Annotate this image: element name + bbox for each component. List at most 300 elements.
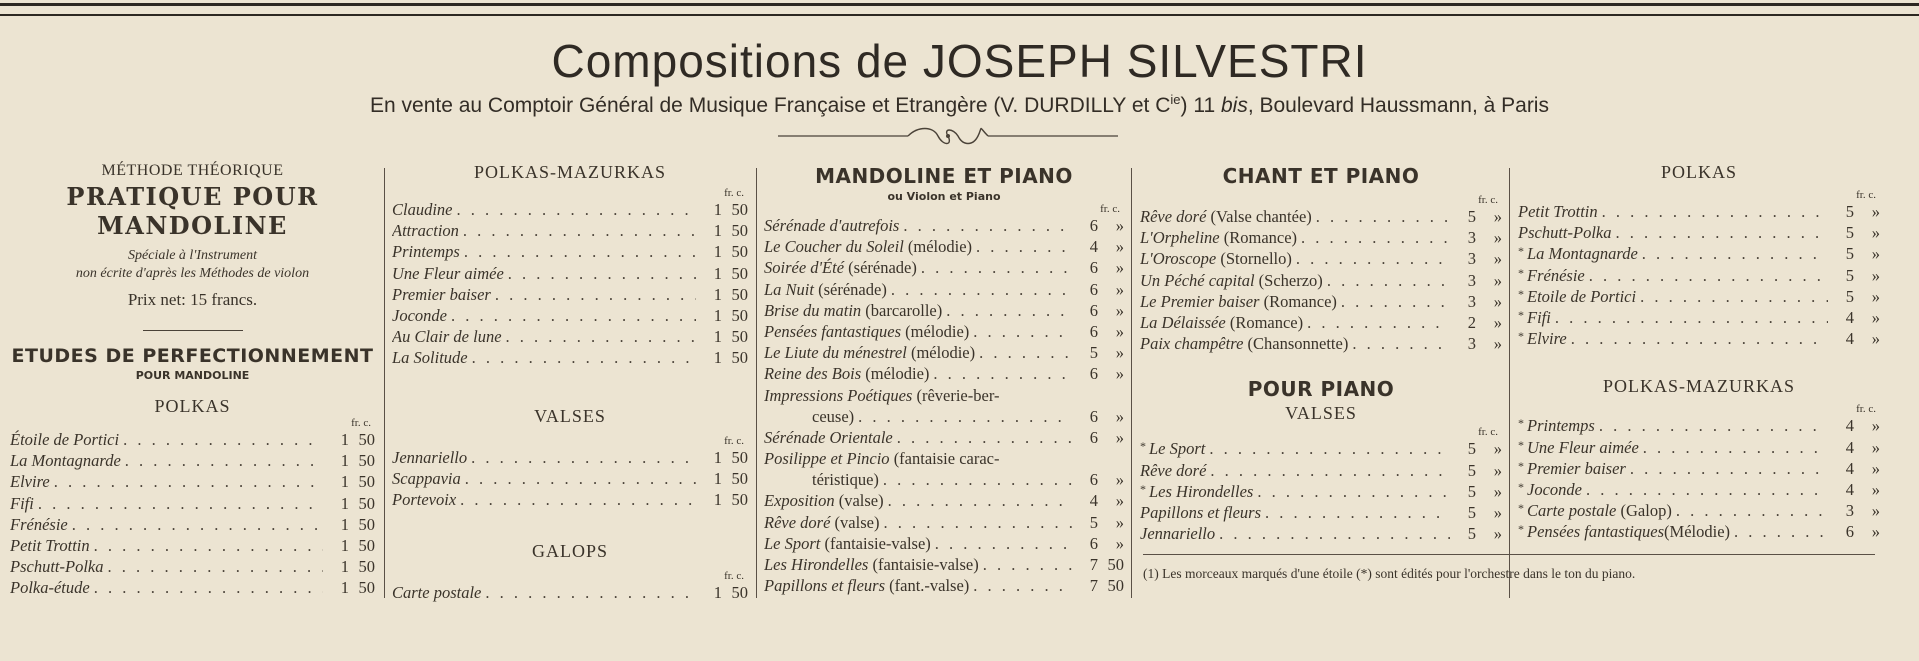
item-genre: (Romance) xyxy=(1259,291,1337,311)
price-francs: 3 xyxy=(1845,501,1854,521)
list-item xyxy=(1140,524,1502,545)
section-subheading: VALSES xyxy=(1285,403,1357,424)
price-centimes: » xyxy=(1115,279,1124,299)
polkas-list xyxy=(10,430,375,600)
price-francs: 1 xyxy=(340,535,349,555)
leader-dots xyxy=(460,490,696,510)
price-francs: 1 xyxy=(713,221,722,241)
price-centimes: » xyxy=(1871,265,1880,285)
price-francs: 6 xyxy=(1089,216,1098,235)
list-item xyxy=(1140,334,1502,355)
price-centimes: 50 xyxy=(731,221,748,241)
item-title: Étoile de Portici xyxy=(10,430,120,449)
leader-dots xyxy=(1296,249,1450,269)
etudes-subtitle: POUR MANDOLINE xyxy=(135,369,250,382)
polkas-mazurkas-list xyxy=(1518,416,1880,543)
list-item xyxy=(764,280,1124,301)
list-item xyxy=(764,470,1124,491)
item-title: Petit Trottin xyxy=(10,535,90,555)
section-heading: POUR PIANO xyxy=(1247,377,1395,402)
item-title: Pschutt-Polka xyxy=(10,557,104,577)
price-francs: 7 xyxy=(1089,576,1098,596)
item-title: Au Clair de lune xyxy=(392,327,502,347)
price-centimes: » xyxy=(1493,334,1502,354)
list-item xyxy=(764,364,1124,385)
list-item xyxy=(10,515,375,536)
price-francs: 6 xyxy=(1089,470,1098,490)
item-genre: (rêverie-ber- xyxy=(912,385,1000,405)
price-francs: 1 xyxy=(340,557,349,577)
orchestra-star-icon: * xyxy=(1518,479,1524,494)
leader-dots xyxy=(1599,416,1828,436)
leader-dots xyxy=(1642,244,1828,264)
orchestra-star-icon: * xyxy=(1518,416,1524,431)
list-item xyxy=(1518,244,1880,265)
price-francs: 1 xyxy=(340,451,349,471)
item-title: Elvire xyxy=(10,472,50,492)
item-genre: (mélodie) xyxy=(861,364,930,384)
price-centimes: 50 xyxy=(731,263,748,283)
item-title: Rêve doré (Valse chantée) xyxy=(1140,207,1312,226)
list-item xyxy=(1140,228,1502,249)
leader-dots xyxy=(464,242,696,262)
list-item xyxy=(1518,501,1880,522)
item-genre: (fantaisie-valse) xyxy=(820,533,931,553)
leader-dots xyxy=(1327,271,1450,291)
leader-dots xyxy=(465,469,696,489)
list-item xyxy=(392,264,748,285)
orchestra-star-icon: * xyxy=(1518,522,1524,537)
list-item xyxy=(392,327,748,348)
list-item xyxy=(10,451,375,472)
item-genre: (sérénade) xyxy=(813,279,887,299)
price-francs: 6 xyxy=(1089,258,1098,278)
item-title: Scappavia xyxy=(392,468,461,488)
price-francs: 1 xyxy=(713,348,722,368)
leader-dots xyxy=(1630,459,1828,479)
list-item xyxy=(764,428,1124,449)
item-genre: (fant.-valse) xyxy=(885,576,970,596)
price-centimes: » xyxy=(1871,437,1880,457)
list-item xyxy=(392,285,748,306)
leader-dots xyxy=(888,491,1072,511)
price-francs: 1 xyxy=(713,305,722,325)
price-francs: 6 xyxy=(1089,279,1098,299)
price-centimes: » xyxy=(1115,427,1124,447)
section-heading: POLKAS xyxy=(1660,162,1737,182)
item-title: Reine des Bois (mélodie) xyxy=(764,364,930,384)
price-centimes: 50 xyxy=(731,447,748,467)
item-title: Premier baiser xyxy=(392,284,491,304)
leader-dots xyxy=(979,343,1072,363)
price-francs: 1 xyxy=(340,514,349,534)
price-francs: 1 xyxy=(340,578,349,598)
price-centimes: » xyxy=(1115,470,1124,490)
page-title: Compositions de JOSEPH SILVESTRI xyxy=(551,35,1368,87)
list-item xyxy=(764,555,1124,576)
price-centimes: » xyxy=(1493,249,1502,269)
list-item xyxy=(392,200,748,221)
list-item xyxy=(1518,480,1880,501)
list-item xyxy=(392,242,748,263)
price-francs: 6 xyxy=(1845,522,1854,542)
list-item xyxy=(1140,207,1502,228)
orchestra-star-icon: * xyxy=(1140,439,1146,454)
leader-dots xyxy=(883,513,1072,533)
price-centimes: 50 xyxy=(358,535,375,555)
price-centimes: » xyxy=(1115,533,1124,553)
item-title: Impressions Poétiques (rêverie-ber- xyxy=(764,385,1000,405)
price-centimes: 50 xyxy=(731,348,748,368)
item-genre: (mélodie) xyxy=(901,321,970,341)
list-item xyxy=(764,237,1124,258)
leader-dots xyxy=(1640,287,1828,307)
price-centimes: » xyxy=(1871,458,1880,478)
page-subtitle: En vente au Comptoir Général de Musique Française et Etrangère (V. DURDILLY et $C^{ie}$) 11 bis, Boulevard Haussmann, à Paris xyxy=(370,92,1549,117)
price-centimes: » xyxy=(1871,522,1880,542)
methode-note: Spéciale à l'Instrument xyxy=(128,248,257,263)
leader-dots xyxy=(1571,329,1828,349)
methode-label: MÉTHODE THÉORIQUE xyxy=(101,162,284,179)
price-francs: 1 xyxy=(713,489,722,509)
leader-dots xyxy=(1307,313,1450,333)
leader-dots xyxy=(1219,524,1450,544)
price-francs: 5 xyxy=(1467,460,1476,480)
price-francs: 5 xyxy=(1089,512,1098,532)
list-item xyxy=(764,513,1124,534)
orchestra-star-icon: * xyxy=(1518,329,1524,344)
item-genre: (valse) xyxy=(834,491,884,511)
list-item xyxy=(764,216,1124,237)
leader-dots xyxy=(54,472,323,492)
item-title: Le Sport (fantaisie-valse) xyxy=(764,533,931,553)
leader-dots xyxy=(983,555,1072,575)
price-centimes: 50 xyxy=(1107,555,1124,574)
column-divider xyxy=(756,168,757,598)
list-item xyxy=(392,221,748,242)
column-mandoline xyxy=(392,162,748,602)
section-heading: POLKAS xyxy=(154,396,231,416)
item-title: La Montagnarde xyxy=(10,451,121,471)
price-centimes: » xyxy=(1115,364,1124,384)
item-title: * Premier baiser xyxy=(1518,458,1626,478)
price-centimes: 50 xyxy=(358,451,375,471)
section-heading: POLKAS-MAZURKAS xyxy=(473,162,667,182)
item-title: Polka-étude xyxy=(10,578,90,598)
column-chant-piano xyxy=(1140,162,1502,602)
item-title: Printemps xyxy=(392,242,460,262)
item-title: La Nuit (sérénade) xyxy=(764,279,887,299)
price-centimes: » xyxy=(1493,291,1502,311)
orchestra-star-icon: * xyxy=(1140,481,1146,496)
item-title: Les Hirondelles (fantaisie-valse) xyxy=(764,555,979,574)
price-header: fr. c. xyxy=(1856,403,1876,416)
item-title: Une Fleur aimée xyxy=(392,263,504,283)
price-header: fr. c. xyxy=(724,434,744,447)
leader-dots xyxy=(38,494,323,514)
price-centimes: 50 xyxy=(358,472,375,492)
item-genre: ceuse) xyxy=(812,406,855,426)
list-item xyxy=(764,301,1124,322)
item-title: Attraction xyxy=(392,221,459,241)
price-francs: 2 xyxy=(1467,312,1476,332)
section-heading: VALSES xyxy=(534,405,606,426)
price-centimes: » xyxy=(1115,512,1124,532)
polkas-mazurkas-list xyxy=(392,200,748,370)
section-subheading: ou Violon et Piano xyxy=(887,190,1001,203)
price-francs: 1 xyxy=(713,583,722,603)
item-title xyxy=(812,407,854,427)
leader-dots xyxy=(508,264,696,284)
list-item xyxy=(392,583,748,604)
list-item xyxy=(1140,271,1502,292)
leader-dots xyxy=(1210,461,1450,481)
column-divider xyxy=(384,168,385,598)
price-header: fr. c. xyxy=(1856,189,1876,201)
price-francs: 1 xyxy=(340,472,349,492)
leader-dots xyxy=(485,583,696,603)
list-item xyxy=(392,348,748,369)
list-item xyxy=(764,343,1124,364)
list-item xyxy=(1140,461,1502,482)
price-francs: 5 xyxy=(1845,244,1854,264)
item-genre: (Mélodie) xyxy=(1664,522,1731,542)
leader-dots xyxy=(1734,522,1828,542)
price-francs: 6 xyxy=(1089,321,1098,341)
price-centimes: » xyxy=(1115,216,1124,235)
section-heading: POLKAS-MAZURKAS xyxy=(1602,376,1796,397)
methode-note: non écrite d'après les Méthodes de violon xyxy=(75,266,310,281)
leader-dots xyxy=(946,301,1072,321)
item-title: * Les Hirondelles xyxy=(1140,481,1254,501)
valses-list xyxy=(392,448,748,512)
item-genre: (Valse chantée) xyxy=(1206,207,1312,226)
item-title: * Etoile de Portici xyxy=(1518,286,1637,306)
list-item xyxy=(10,430,375,451)
leader-dots xyxy=(123,430,323,450)
price-centimes: » xyxy=(1871,479,1880,499)
piano-valses-list xyxy=(1140,439,1502,545)
price-centimes: 50 xyxy=(731,305,748,325)
price-centimes: » xyxy=(1871,416,1880,436)
price-centimes: » xyxy=(1493,502,1502,522)
price-centimes: » xyxy=(1115,237,1124,257)
separator xyxy=(143,330,243,331)
price-centimes: » xyxy=(1493,270,1502,290)
price-francs: 4 xyxy=(1845,329,1854,349)
section-heading: MANDOLINE ET PIANO xyxy=(815,164,1073,188)
price-centimes: 50 xyxy=(731,242,748,262)
price-francs: 5 xyxy=(1845,202,1854,221)
item-title: * Joconde xyxy=(1518,479,1582,499)
item-title: Pensées fantastiques (mélodie) xyxy=(764,321,970,341)
price-francs: 4 xyxy=(1845,437,1854,457)
leader-dots xyxy=(935,534,1072,554)
price-francs: 7 xyxy=(1089,555,1098,574)
item-title: Paix champêtre (Chansonnette) xyxy=(1140,334,1349,354)
column-piano xyxy=(1518,162,1880,602)
item-title: Petit Trottin xyxy=(1518,202,1598,221)
price-francs: 4 xyxy=(1845,458,1854,478)
list-item xyxy=(392,469,748,490)
leader-dots xyxy=(1602,202,1828,222)
leader-dots xyxy=(973,322,1072,342)
item-title: Carte postale xyxy=(392,583,482,603)
price-centimes: » xyxy=(1493,228,1502,248)
price-francs: 4 xyxy=(1089,237,1098,257)
item-title: * Printemps xyxy=(1518,416,1595,436)
methode-price: Prix net: 15 francs. xyxy=(127,290,258,309)
item-genre: (mélodie) xyxy=(906,343,976,363)
price-francs: 3 xyxy=(1467,291,1476,311)
orchestra-star-icon: * xyxy=(1518,501,1524,516)
list-item xyxy=(1518,329,1880,350)
price-francs: 1 xyxy=(713,284,722,304)
price-francs: 1 xyxy=(340,493,349,513)
item-title: Exposition (valse) xyxy=(764,491,884,511)
price-francs: 3 xyxy=(1467,249,1476,269)
price-centimes: » xyxy=(1493,439,1502,459)
item-title: * Elvire xyxy=(1518,329,1567,349)
list-item xyxy=(10,557,375,578)
item-title: Joconde xyxy=(392,305,447,325)
item-genre: (Scherzo) xyxy=(1254,270,1323,290)
list-item xyxy=(1140,313,1502,334)
leader-dots xyxy=(921,258,1072,278)
leader-dots xyxy=(903,216,1072,236)
item-title: La Solitude xyxy=(392,348,468,368)
price-francs: 1 xyxy=(713,200,722,219)
leader-dots xyxy=(495,285,696,305)
item-genre: (Romance) xyxy=(1225,312,1304,332)
price-francs: 1 xyxy=(713,263,722,283)
item-genre: (fantaisie-valse) xyxy=(868,555,979,574)
leader-dots xyxy=(1257,482,1450,502)
list-item xyxy=(1518,287,1880,308)
footnote: (1) Les morceaux marqués d'une étoile (*) sont édités pour l'orchestre dans le ton du piano. xyxy=(1143,566,1636,581)
price-centimes: » xyxy=(1493,524,1502,544)
price-francs: 5 xyxy=(1467,524,1476,544)
price-francs: 4 xyxy=(1845,416,1854,436)
item-genre: (valse) xyxy=(830,512,880,532)
list-item xyxy=(392,490,748,511)
price-centimes: » xyxy=(1115,343,1124,363)
orchestra-star-icon: * xyxy=(1518,307,1524,322)
list-item xyxy=(1518,202,1880,223)
price-centimes: » xyxy=(1871,223,1880,243)
leader-dots xyxy=(1341,292,1450,312)
price-centimes: 50 xyxy=(358,557,375,577)
price-francs: 5 xyxy=(1845,265,1854,285)
price-centimes: » xyxy=(1871,244,1880,264)
price-francs: 5 xyxy=(1467,207,1476,226)
list-item xyxy=(764,576,1124,597)
price-centimes: 50 xyxy=(358,578,375,598)
price-centimes: » xyxy=(1871,202,1880,221)
item-genre: (Chansonnette) xyxy=(1243,334,1349,354)
polkas-list xyxy=(1518,202,1880,350)
leader-dots xyxy=(1352,334,1450,354)
top-border xyxy=(0,3,1919,16)
item-title: Soirée d'Été (sérénade) xyxy=(764,258,917,278)
list-item xyxy=(1518,438,1880,459)
price-centimes: » xyxy=(1871,286,1880,306)
item-genre: (fantaisie carac- xyxy=(889,449,1000,469)
section-heading: CHANT ET PIANO xyxy=(1222,164,1420,188)
price-francs: 5 xyxy=(1467,502,1476,522)
price-francs: 1 xyxy=(713,327,722,347)
price-centimes: » xyxy=(1115,300,1124,320)
price-francs: 6 xyxy=(1089,300,1098,320)
price-francs: 6 xyxy=(1089,533,1098,553)
price-centimes: 50 xyxy=(731,284,748,304)
leader-dots xyxy=(1676,501,1828,521)
leader-dots xyxy=(1586,480,1828,500)
price-centimes: » xyxy=(1871,501,1880,521)
price-header: fr. c. xyxy=(724,187,744,199)
price-header: fr. c. xyxy=(1478,194,1498,206)
price-centimes: 50 xyxy=(731,468,748,488)
item-title: * Le Sport xyxy=(1140,439,1206,459)
list-item xyxy=(1518,459,1880,480)
list-item xyxy=(10,472,375,493)
item-title: Pschutt-Polka xyxy=(1518,223,1612,243)
leader-dots xyxy=(472,348,696,368)
orchestra-star-icon: * xyxy=(1518,437,1524,452)
price-centimes: » xyxy=(1115,406,1124,426)
item-title: * Pensées fantastiques(Mélodie) xyxy=(1518,522,1731,542)
price-francs: 4 xyxy=(1089,491,1098,511)
leader-dots xyxy=(1615,223,1828,243)
leader-dots xyxy=(1209,439,1450,459)
leader-dots xyxy=(463,221,696,241)
price-centimes: » xyxy=(1871,329,1880,349)
list-item xyxy=(10,494,375,515)
leader-dots xyxy=(506,327,696,347)
leader-dots xyxy=(858,407,1072,427)
leader-dots xyxy=(1316,207,1450,227)
orchestra-star-icon: * xyxy=(1518,286,1524,301)
item-genre: (Galop) xyxy=(1616,501,1672,521)
list-item xyxy=(10,536,375,557)
leader-dots xyxy=(471,448,696,468)
leader-dots xyxy=(933,364,1072,384)
etudes-title: ETUDES DE PERFECTIONNEMENT xyxy=(11,345,374,367)
price-centimes: » xyxy=(1871,307,1880,327)
methode-title: PRATIQUE POUR MANDOLINE xyxy=(66,182,319,240)
leader-dots xyxy=(451,306,696,326)
price-centimes: » xyxy=(1493,460,1502,480)
chant-list xyxy=(1140,207,1502,355)
item-title: Le Liute du ménestrel (mélodie) xyxy=(764,343,976,363)
price-centimes: 50 xyxy=(358,514,375,534)
leader-dots xyxy=(1555,308,1828,328)
price-centimes: » xyxy=(1115,258,1124,278)
item-title: * Fifi xyxy=(1518,307,1551,327)
price-centimes: 50 xyxy=(731,489,748,509)
list-item xyxy=(764,258,1124,279)
orchestra-star-icon: * xyxy=(1518,458,1524,473)
price-centimes: 50 xyxy=(731,327,748,347)
price-francs: 1 xyxy=(713,447,722,467)
item-genre: (Stornello) xyxy=(1216,249,1292,269)
column-divider xyxy=(1131,168,1132,598)
section-heading: GALOPS xyxy=(531,541,608,562)
item-title: Portevoix xyxy=(392,489,457,509)
price-francs: 5 xyxy=(1089,343,1098,363)
price-francs: 4 xyxy=(1845,307,1854,327)
item-title: L'Orpheline (Romance) xyxy=(1140,228,1298,248)
